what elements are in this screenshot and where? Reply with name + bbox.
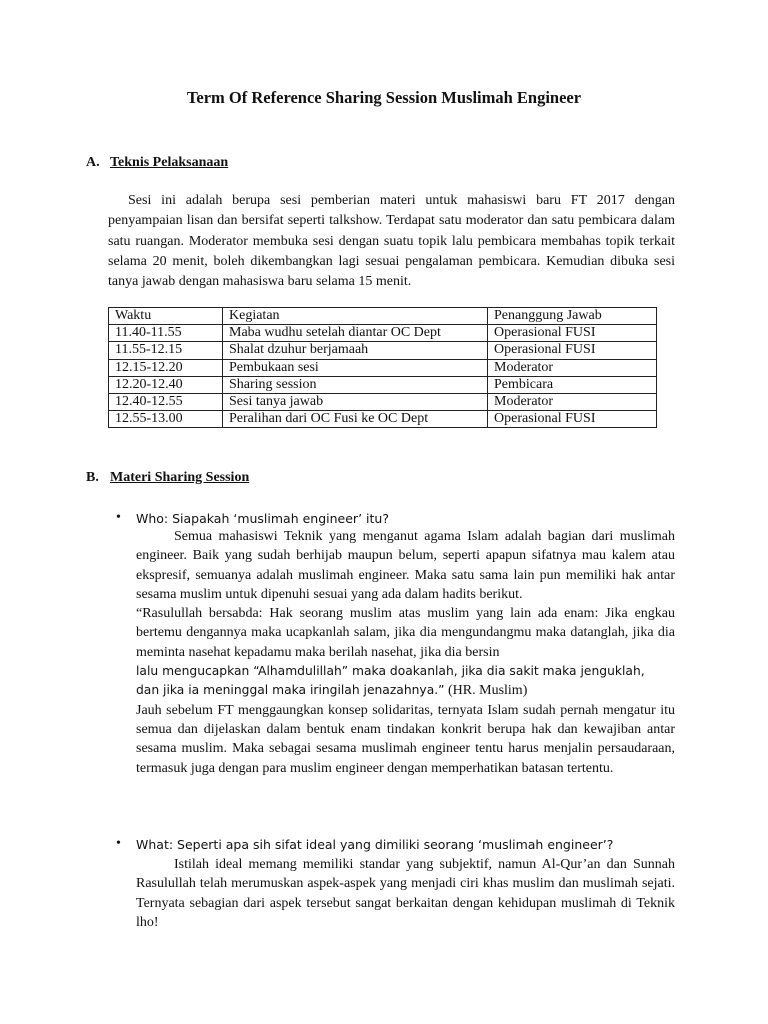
section-b-label: Materi Sharing Session [110, 470, 250, 485]
hadith-quote-part-3: dan jika ia meninggal maka iringilah jenazahnya.” [136, 683, 445, 698]
question-who: Who: Siapakah ‘muslimah engineer’ itu? [136, 511, 389, 526]
question-what: What: Seperti apa sih sifat ideal yang dimiliki seorang ‘muslimah engineer’? [136, 837, 614, 852]
hadith-quote-part-1: “Rasulullah bersabda: Hak seorang muslim atas muslim yang lain ada enam: Jika engkau bertemu dengannya maka ucapkanlah salam, jika dia mengundangmu maka datanglah, jika dia meminta nasehat kepadamu maka berilah nasehat, jika dia bersin [136, 606, 675, 660]
activity-cell: Pembukaan sesi [223, 359, 488, 376]
hadith-quote [136, 604, 675, 700]
answer-what [136, 855, 675, 932]
schedule-table [108, 307, 657, 428]
section-b-heading [86, 470, 249, 486]
time-cell: 12.15-12.20 [109, 359, 223, 376]
section-a-label: Teknis Pelaksanaan [110, 155, 229, 170]
responsible-cell: Operasional FUSI [488, 411, 657, 428]
activity-cell: Shalat dzuhur berjamaah [223, 342, 488, 359]
section-a-heading [86, 155, 228, 171]
hadith-source: (HR. Muslim) [444, 683, 528, 699]
answer-what-paragraph-1: Istilah ideal memang memiliki standar yang subjektif, namun Al-Qur’an dan Sunnah Rasulullah telah merumuskan aspek-aspek yang menjadi ciri khas muslim dan muslimah sejati. Ternyata sebagian dari aspek tersebut sangat berkaitan dengan kehidupan muslimah di Teknik lho! [136, 857, 675, 930]
section-a-number: A. [86, 155, 100, 170]
hadith-quote-part-2: lalu mengucapkan “Alhamdulillah” maka doakanlah, jika dia sakit maka jenguklah, [136, 664, 645, 679]
time-cell: 12.55-13.00 [109, 411, 223, 428]
section-b-number: B. [86, 470, 99, 485]
bullet-what: • [116, 836, 121, 851]
document-title: Term Of Reference Sharing Session Muslimah Engineer [186, 88, 582, 107]
responsible-cell: Operasional FUSI [488, 342, 657, 359]
answer-who [136, 527, 675, 778]
time-cell: 11.40-11.55 [109, 325, 223, 342]
table-row [109, 359, 657, 376]
activity-cell: Peralihan dari OC Fusi ke OC Dept [223, 411, 488, 428]
answer-who-paragraph-1: Semua mahasiswi Teknik yang menganut agama Islam adalah bagian dari muslimah engineer. Baik yang sudah berhijab maupun belum, seperti apapun sifatnya mau kalem atau ekspresif, semuanya adalah muslimah engineer. Maka satu sama lain pun memiliki hak antar sesama muslim untuk dipenuhi sesuai yang ada dalam hadits berikut. [136, 529, 675, 602]
table-row [109, 376, 657, 393]
bullet-who: • [116, 510, 121, 525]
responsible-cell: Pembicara [488, 376, 657, 393]
responsible-cell: Moderator [488, 359, 657, 376]
time-cell: 12.20-12.40 [109, 376, 223, 393]
table-header-cell: Kegiatan [223, 308, 488, 325]
intro-paragraph: Sesi ini adalah berupa sesi pemberian materi untuk mahasiswi baru FT 2017 dengan penyampaian lisan dan bersifat seperti talkshow. Terdapat satu moderator dan satu pembicara dalam satu ruangan. Moderator membuka sesi dengan suatu topik lalu pembicara membahas topik terkait selama 20 menit, boleh dikembangkan lagi sesuai pengalaman pembicara. Kemudian dibuka sesi tanya jawab dengan mahasiswa baru selama 15 menit. [108, 193, 675, 290]
activity-cell: Sharing session [223, 376, 488, 393]
table-header-row [109, 308, 657, 325]
table-header-cell: Penanggung Jawab [488, 308, 657, 325]
responsible-cell: Moderator [488, 393, 657, 410]
activity-cell: Maba wudhu setelah diantar OC Dept [223, 325, 488, 342]
table-row [109, 342, 657, 359]
table-row [109, 411, 657, 428]
responsible-cell: Operasional FUSI [488, 325, 657, 342]
time-cell: 12.40-12.55 [109, 393, 223, 410]
table-row [109, 393, 657, 410]
answer-who-paragraph-2: Jauh sebelum FT menggaungkan konsep solidaritas, ternyata Islam sudah pernah mengatur itu semua dan dijelaskan dalam bentuk enam tindakan konkrit berupa hak dan kewajiban antar sesama muslim. Maka sebagai sesama muslimah engineer tentu harus menjalin persaudaraan, termasuk juga dengan para muslim engineer dengan memperhatikan batasan tertentu. [136, 702, 675, 776]
table-row [109, 325, 657, 342]
time-cell: 11.55-12.15 [109, 342, 223, 359]
activity-cell: Sesi tanya jawab [223, 393, 488, 410]
table-header-cell: Waktu [109, 308, 223, 325]
